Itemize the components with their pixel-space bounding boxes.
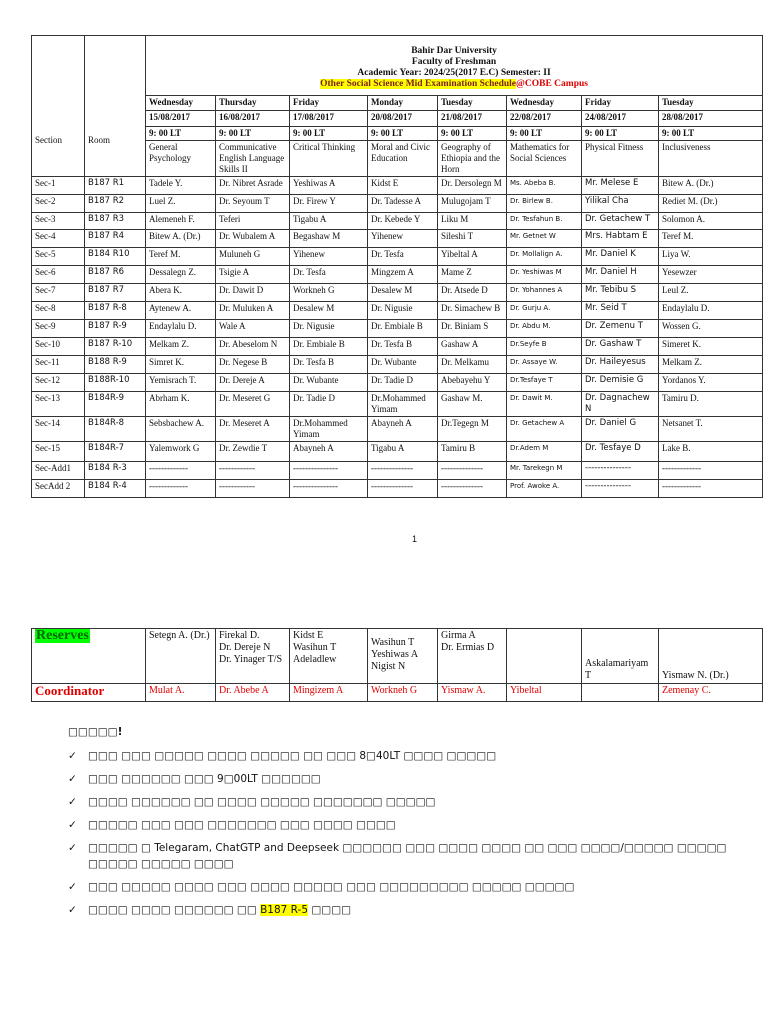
invigilator-cell: Aytenew A. <box>146 302 216 320</box>
checkmark-icon: ✓ <box>68 773 77 785</box>
table-row <box>32 417 763 442</box>
course-header: Geography of Ethiopia and the Horn <box>438 141 507 177</box>
invigilator-cell: Dr. Assaye W. <box>507 356 582 374</box>
invigilator-cell: Dr. Dawit M. <box>507 392 582 417</box>
invigilator-cell: Dr. Zewdie T <box>216 442 290 462</box>
section-cell: Sec-3 <box>32 213 85 230</box>
invigilator-cell: Dr. Nibret Asrade <box>216 177 290 195</box>
invigilator-cell: Dr. Tadesse A <box>368 195 438 213</box>
invigilator-cell: Mame Z <box>438 266 507 284</box>
invigilator-cell: Yesewzer <box>659 266 763 284</box>
invigilator-cell: Dr. Yohannes A <box>507 284 582 302</box>
invigilator-cell: ------------- <box>146 462 216 480</box>
note-text-end: □□□□ <box>308 904 352 916</box>
invigilator-cell: Dr. Tadie D <box>368 374 438 392</box>
table-row <box>32 266 763 284</box>
table-row <box>32 177 763 195</box>
note-item <box>68 902 758 918</box>
day-header: Tuesday <box>659 96 763 111</box>
invigilator-cell: Yihenew <box>368 230 438 248</box>
table-row <box>32 213 763 230</box>
room-cell: B187 R7 <box>85 284 146 302</box>
table-row <box>32 230 763 248</box>
reserve-name: Wasihun T <box>293 642 337 653</box>
invigilator-cell: ------------ <box>216 480 290 498</box>
checkmark-icon: ✓ <box>68 881 77 893</box>
reserve-name: Dr. Yinager T/S <box>219 654 283 665</box>
reserve-name: Nigist N <box>371 661 406 672</box>
campus-label: @COBE Campus <box>516 79 588 89</box>
invigilator-cell: Yilikal Cha <box>582 195 659 213</box>
course-header: Critical Thinking <box>290 141 368 177</box>
academic-year: Academic Year: 2024/25(2017 E.C) Semester: II <box>357 68 551 78</box>
invigilator-cell: Tsigie A <box>216 266 290 284</box>
section-cell: Sec-1 <box>32 177 85 195</box>
invigilator-cell: Dr. Tadie D <box>290 392 368 417</box>
invigilator-cell: Desalew M <box>290 302 368 320</box>
note-item <box>68 771 758 787</box>
room-header: Room <box>85 36 146 177</box>
date-header: 16/08/2017 <box>216 111 290 127</box>
invigilator-cell: Dr. Negese B <box>216 356 290 374</box>
room-cell: B187 R4 <box>85 230 146 248</box>
schedule-title: Other Social Science Mid Examination Schedule <box>320 79 517 89</box>
invigilator-cell: Dr. Dawit D <box>216 284 290 302</box>
room-cell: B188R-10 <box>85 374 146 392</box>
invigilator-cell: Dr. Meseret G <box>216 392 290 417</box>
invigilator-cell: Kidst E <box>368 177 438 195</box>
invigilator-cell: -------------- <box>368 462 438 480</box>
date-header: 20/08/2017 <box>368 111 438 127</box>
table-row <box>32 392 763 417</box>
reserve-name: Kidst E <box>293 630 324 641</box>
invigilator-cell: Dr. Firew Y <box>290 195 368 213</box>
page-number: 1 <box>412 534 418 544</box>
room-cell: B187 R2 <box>85 195 146 213</box>
invigilator-cell: Dr. Abdu M. <box>507 320 582 338</box>
time-header: 9: 00 LT <box>507 127 582 141</box>
time-header: 9: 00 LT <box>659 127 763 141</box>
university-name: Bahir Dar University <box>411 46 497 56</box>
section-cell: Sec-7 <box>32 284 85 302</box>
section-cell: Sec-Add1 <box>32 462 85 480</box>
invigilator-cell: Workneh G <box>290 284 368 302</box>
invigilator-cell: --------------- <box>290 462 368 480</box>
invigilator-cell: Abayneh A <box>290 442 368 462</box>
invigilator-cell: Ms. Abeba B. <box>507 177 582 195</box>
invigilator-cell: Abrham K. <box>146 392 216 417</box>
reserve-name: Girma A <box>441 630 476 641</box>
note-highlight: B187 R-5 <box>260 904 309 916</box>
notes-section <box>68 726 758 925</box>
section-cell: Sec-8 <box>32 302 85 320</box>
course-header: Mathematics for Social Sciences <box>507 141 582 177</box>
invigilator-cell: Yibeltal A <box>438 248 507 266</box>
section-cell: Sec-10 <box>32 338 85 356</box>
invigilator-cell: Dr. Yeshiwas M <box>507 266 582 284</box>
room-cell: B187 R1 <box>85 177 146 195</box>
invigilator-cell: Dr. Tesfahun B. <box>507 213 582 230</box>
day-header: Wednesday <box>146 96 216 111</box>
invigilator-cell: Alemeneh F. <box>146 213 216 230</box>
time-header: 9: 00 LT <box>216 127 290 141</box>
invigilator-cell: Dr.Tegegn M <box>438 417 507 442</box>
reserve-name: Dr. Dereje N <box>219 642 271 653</box>
invigilator-cell: Yalemwork G <box>146 442 216 462</box>
coordinator-cell: Yibeltal <box>507 684 582 702</box>
invigilator-cell: Yeshiwas A <box>290 177 368 195</box>
room-cell: B184 R-4 <box>85 480 146 498</box>
invigilator-cell: Dr. Kebede Y <box>368 213 438 230</box>
note-text: □□□ □□□□□□ □□□ 9□00LT □□□□□□ <box>88 773 321 785</box>
invigilator-cell: Dr. Mollalign A. <box>507 248 582 266</box>
checkmark-icon: ✓ <box>68 819 77 831</box>
room-cell: B184R-9 <box>85 392 146 417</box>
invigilator-cell: Dr. Wubante <box>290 374 368 392</box>
time-header: 9: 00 LT <box>290 127 368 141</box>
reserve-name: Askalamariyam T <box>585 658 649 681</box>
day-header: Tuesday <box>438 96 507 111</box>
coordinator-cell: Workneh G <box>368 684 438 702</box>
invigilator-cell: Dr.Tesfaye T <box>507 374 582 392</box>
table-row <box>32 462 763 480</box>
notes-title: □□□□□! <box>68 726 123 738</box>
reserve-cell <box>368 629 438 684</box>
section-header: Section <box>32 36 85 177</box>
invigilator-cell: Mr. Tarekegn M <box>507 462 582 480</box>
invigilator-cell: Melkam Z. <box>659 356 763 374</box>
room-cell: B184R-8 <box>85 417 146 442</box>
invigilator-cell: Tadele Y. <box>146 177 216 195</box>
invigilator-cell: Dr. Dersolegn M <box>438 177 507 195</box>
invigilator-cell: Dr.Adem M <box>507 442 582 462</box>
invigilator-cell: Solomon A. <box>659 213 763 230</box>
time-header: 9: 00 LT <box>368 127 438 141</box>
table-row <box>32 480 763 498</box>
invigilator-cell: Liku M <box>438 213 507 230</box>
invigilator-cell: Dr.Mohammed Yimam <box>290 417 368 442</box>
reserve-name: Yeshiwas A <box>371 649 419 660</box>
table-row <box>32 195 763 213</box>
table-row <box>32 338 763 356</box>
section-cell: Sec-4 <box>32 230 85 248</box>
section-cell: Sec-9 <box>32 320 85 338</box>
invigilator-cell: --------------- <box>582 462 659 480</box>
room-cell: B184R-7 <box>85 442 146 462</box>
checkmark-icon: ✓ <box>68 842 77 854</box>
reserve-cell <box>438 629 507 684</box>
invigilator-cell: Tigabu A <box>290 213 368 230</box>
table-row <box>32 284 763 302</box>
room-cell: B187 R-9 <box>85 320 146 338</box>
invigilator-cell: --------------- <box>290 480 368 498</box>
course-header: Inclusiveness <box>659 141 763 177</box>
invigilator-cell: Dr. Demisie G <box>582 374 659 392</box>
invigilator-cell: Mr. Melese E <box>582 177 659 195</box>
schedule-header <box>146 36 763 96</box>
course-header: Communicative English Language Skills II <box>216 141 290 177</box>
invigilator-cell: Dr. Getachew T <box>582 213 659 230</box>
table-row <box>32 248 763 266</box>
invigilator-cell: ------------- <box>659 480 763 498</box>
reserve-cell <box>146 629 216 684</box>
course-header: Moral and Civic Education <box>368 141 438 177</box>
note-item <box>68 748 758 764</box>
invigilator-cell: Teref M. <box>146 248 216 266</box>
invigilator-cell: Yihenew <box>290 248 368 266</box>
section-cell: Sec-14 <box>32 417 85 442</box>
section-cell: Sec-2 <box>32 195 85 213</box>
section-cell: Sec-12 <box>32 374 85 392</box>
invigilator-cell: Dr. Gurju A. <box>507 302 582 320</box>
invigilator-cell: Dr. Abeselom N <box>216 338 290 356</box>
invigilator-cell: Dr. Atsede D <box>438 284 507 302</box>
invigilator-cell: Tamiru D. <box>659 392 763 417</box>
reserve-cell <box>582 629 659 684</box>
table-row <box>32 302 763 320</box>
section-cell: Sec-6 <box>32 266 85 284</box>
invigilator-cell: Dr. Haileyesus <box>582 356 659 374</box>
invigilator-cell: ------------- <box>659 462 763 480</box>
invigilator-cell: -------------- <box>368 480 438 498</box>
note-item <box>68 794 758 810</box>
room-cell: B187 R-10 <box>85 338 146 356</box>
room-cell: B187 R6 <box>85 266 146 284</box>
reserve-cell <box>290 629 368 684</box>
invigilator-cell: Teferi <box>216 213 290 230</box>
date-header: 17/08/2017 <box>290 111 368 127</box>
invigilator-cell: Dr. Embiale B <box>290 338 368 356</box>
reserve-name: Adeladlew <box>293 654 337 665</box>
invigilator-cell: Dr. Muluken A <box>216 302 290 320</box>
checkmark-icon: ✓ <box>68 796 77 808</box>
day-header: Friday <box>582 96 659 111</box>
reserves-table <box>31 628 763 702</box>
invigilator-cell: Dr. Tesfa <box>290 266 368 284</box>
coordinator-cell: Zemenay C. <box>659 684 763 702</box>
reserve-cell <box>216 629 290 684</box>
invigilator-cell: Wale A <box>216 320 290 338</box>
note-text: □□□ □□□□□ □□□□ □□□ □□□□ □□□□□ □□□ □□□□□□□□□ □□□□□ □□□□□ <box>88 881 575 893</box>
invigilator-cell: Dr. Dagnachew N <box>582 392 659 417</box>
invigilator-cell: Dr.Mohammed Yimam <box>368 392 438 417</box>
invigilator-cell: Abebayehu Y <box>438 374 507 392</box>
invigilator-cell: Prof. Awoke A. <box>507 480 582 498</box>
invigilator-cell: Tigabu A <box>368 442 438 462</box>
schedule-title-line <box>149 79 759 90</box>
room-cell: B187 R-8 <box>85 302 146 320</box>
invigilator-cell: Simret K. <box>146 356 216 374</box>
day-header: Thursday <box>216 96 290 111</box>
invigilator-cell: Yemisrach T. <box>146 374 216 392</box>
invigilator-cell: Lake B. <box>659 442 763 462</box>
invigilator-cell: Dr. Embiale B <box>368 320 438 338</box>
date-header: 22/08/2017 <box>507 111 582 127</box>
time-header: 9: 00 LT <box>582 127 659 141</box>
note-text: □□□□ □□□□ □□□□□□ □□ <box>88 904 261 916</box>
invigilator-cell: Gashaw M. <box>438 392 507 417</box>
room-cell: B184 R-3 <box>85 462 146 480</box>
invigilator-cell: Dr. Getachew A <box>507 417 582 442</box>
invigilator-cell: Dr. Gashaw T <box>582 338 659 356</box>
reserve-cell <box>507 629 582 684</box>
time-header: 9: 00 LT <box>146 127 216 141</box>
invigilator-cell: Netsanet T. <box>659 417 763 442</box>
invigilator-cell: Mrs. Habtam E <box>582 230 659 248</box>
invigilator-cell: Dr. Zemenu T <box>582 320 659 338</box>
invigilator-cell: Mr. Daniel H <box>582 266 659 284</box>
invigilator-cell: Dr. Tesfa B <box>290 356 368 374</box>
invigilator-cell: Dr.Seyfe B <box>507 338 582 356</box>
invigilator-cell: Gashaw A <box>438 338 507 356</box>
invigilator-cell: Mr. Tebibu S <box>582 284 659 302</box>
reserve-name: Setegn A. (Dr.) <box>149 630 210 641</box>
room-cell: B187 R3 <box>85 213 146 230</box>
note-item <box>68 840 758 872</box>
section-cell: Sec-11 <box>32 356 85 374</box>
invigilator-cell: Tamiru B <box>438 442 507 462</box>
invigilator-cell: Dessalegn Z. <box>146 266 216 284</box>
invigilator-cell: Melkam Z. <box>146 338 216 356</box>
faculty-name: Faculty of Freshman <box>411 57 497 67</box>
day-header: Monday <box>368 96 438 111</box>
invigilator-cell: Dr. Wubante <box>368 356 438 374</box>
invigilator-cell: Mr. Seid T <box>582 302 659 320</box>
note-text: □□□ □□□ □□□□□ □□□□ □□□□□ □□ □□□ 8□40LT □□□□ □□□□□ <box>88 750 497 762</box>
invigilator-cell: Dr. Dereje A <box>216 374 290 392</box>
invigilator-cell: Liya W. <box>659 248 763 266</box>
coordinator-cell: Yismaw A. <box>438 684 507 702</box>
invigilator-cell: Begashaw M <box>290 230 368 248</box>
invigilator-cell: Wossen G. <box>659 320 763 338</box>
table-row <box>32 320 763 338</box>
invigilator-cell: Rediet M. (Dr.) <box>659 195 763 213</box>
invigilator-cell: Dr. Seyoum T <box>216 195 290 213</box>
notes-list <box>68 748 758 918</box>
time-header: 9: 00 LT <box>438 127 507 141</box>
invigilator-cell: Dr. Tesfaye D <box>582 442 659 462</box>
coordinator-cell: Dr. Abebe A <box>216 684 290 702</box>
invigilator-cell: Mr. Daniel K <box>582 248 659 266</box>
invigilator-cell: ------------ <box>216 462 290 480</box>
invigilator-cell: Dr. Nigusie <box>368 302 438 320</box>
section-cell: Sec-13 <box>32 392 85 417</box>
reserve-name: Yismaw N. (Dr.) <box>662 670 729 681</box>
invigilator-cell: Dr. Nigusie <box>290 320 368 338</box>
day-header: Wednesday <box>507 96 582 111</box>
note-text: □□□□□ □□□ □□□ □□□□□□□ □□□ □□□□ □□□□ <box>88 819 396 831</box>
date-header: 28/08/2017 <box>659 111 763 127</box>
section-cell: Sec-15 <box>32 442 85 462</box>
course-header: General Psychology <box>146 141 216 177</box>
invigilator-cell: Mr. Getnet W <box>507 230 582 248</box>
invigilator-cell: Dr. Simachew B <box>438 302 507 320</box>
date-header: 21/08/2017 <box>438 111 507 127</box>
invigilator-cell: Teref M. <box>659 230 763 248</box>
invigilator-cell: Dr. Tesfa <box>368 248 438 266</box>
course-header: Physical Fitness <box>582 141 659 177</box>
checkmark-icon: ✓ <box>68 904 77 916</box>
room-cell: B188 R-9 <box>85 356 146 374</box>
coordinator-cell: Mulat A. <box>146 684 216 702</box>
note-item <box>68 817 758 833</box>
date-header: 15/08/2017 <box>146 111 216 127</box>
section-cell: SecAdd 2 <box>32 480 85 498</box>
invigilator-cell: Dr. Birlew B. <box>507 195 582 213</box>
reserve-cell <box>659 629 763 684</box>
reserve-name: Firekal D. <box>219 630 260 641</box>
invigilator-cell: Bitew A. (Dr.) <box>146 230 216 248</box>
reserves-label: Reserves <box>36 628 89 643</box>
coordinator-label: Coordinator <box>35 683 105 698</box>
section-cell: Sec-5 <box>32 248 85 266</box>
checkmark-icon: ✓ <box>68 750 77 762</box>
invigilator-cell: Mulugojam T <box>438 195 507 213</box>
invigilator-cell: Yordanos Y. <box>659 374 763 392</box>
invigilator-cell: -------------- <box>438 462 507 480</box>
reserve-name: Dr. Ermias D <box>441 642 495 653</box>
coordinator-cell: Mingizem A <box>290 684 368 702</box>
table-row <box>32 442 763 462</box>
invigilator-cell: Dr. Melkamu <box>438 356 507 374</box>
invigilator-cell: Sebsbachew A. <box>146 417 216 442</box>
exam-schedule-table <box>31 35 763 498</box>
invigilator-cell: Endaylalu D. <box>659 302 763 320</box>
room-cell: B184 R10 <box>85 248 146 266</box>
day-header: Friday <box>290 96 368 111</box>
table-row <box>32 356 763 374</box>
invigilator-cell: Dr. Meseret A <box>216 417 290 442</box>
invigilator-cell: Desalew M <box>368 284 438 302</box>
invigilator-cell: Sileshi T <box>438 230 507 248</box>
invigilator-cell: Abayneh A <box>368 417 438 442</box>
invigilator-cell: Muluneh G <box>216 248 290 266</box>
note-text: □□□□ □□□□□□ □□ □□□□ □□□□□ □□□□□□□ □□□□□ <box>88 796 436 808</box>
invigilator-cell: Dr. Biniam S <box>438 320 507 338</box>
invigilator-cell: Luel Z. <box>146 195 216 213</box>
invigilator-cell: -------------- <box>438 480 507 498</box>
invigilator-cell: Simeret K. <box>659 338 763 356</box>
invigilator-cell: Dr. Tesfa B <box>368 338 438 356</box>
note-item <box>68 879 758 895</box>
date-header: 24/08/2017 <box>582 111 659 127</box>
invigilator-cell: Abera K. <box>146 284 216 302</box>
invigilator-cell: Leul Z. <box>659 284 763 302</box>
invigilator-cell: Dr. Daniel G <box>582 417 659 442</box>
reserves-label-cell <box>32 629 146 684</box>
coordinator-label-cell <box>32 684 146 702</box>
note-text: □□□□□ □ Telegaram, ChatGTP and Deepseek □□□□□□ □□□ □□□□ □□□□ □□ □□□ □□□□/□□□□□ □□□□□ □□□□□ □□□□□ □□□□ <box>88 842 727 870</box>
invigilator-cell: Mingzem A <box>368 266 438 284</box>
invigilator-cell: Endaylalu D. <box>146 320 216 338</box>
reserve-name: Wasihun T <box>371 637 415 648</box>
table-row <box>32 374 763 392</box>
coordinator-cell <box>582 684 659 702</box>
invigilator-cell: Bitew A. (Dr.) <box>659 177 763 195</box>
invigilator-cell: --------------- <box>582 480 659 498</box>
invigilator-cell: Dr. Wubalem A <box>216 230 290 248</box>
invigilator-cell: ------------- <box>146 480 216 498</box>
